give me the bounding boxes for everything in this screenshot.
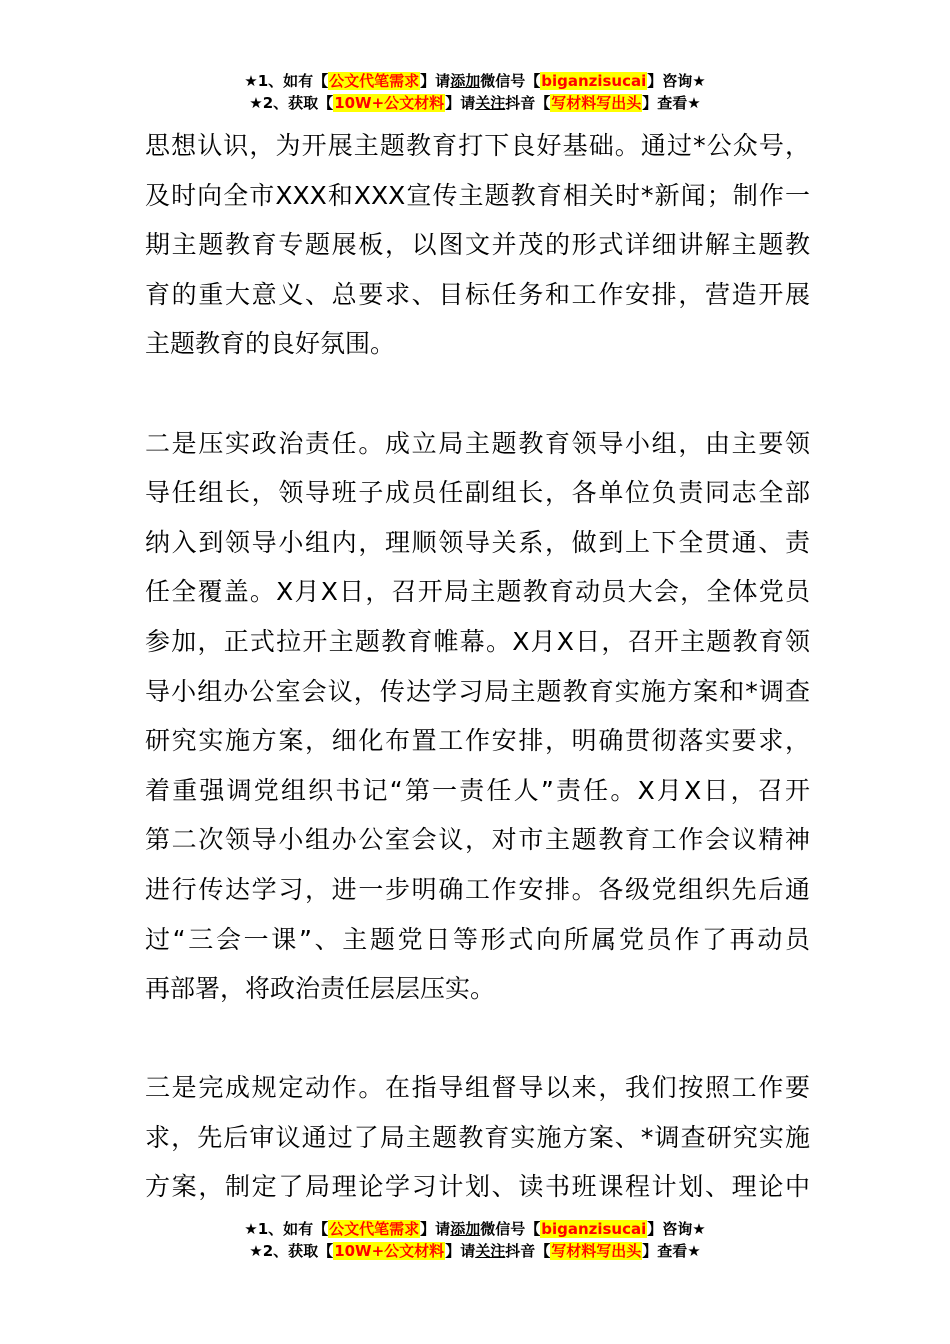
banner-highlight: 10W+公文材料	[334, 1242, 445, 1260]
text-line: 导任组长，领导班子成员任副组长，各单位负责同志全部	[145, 478, 810, 508]
text-line: 思想认识，为开展主题教育打下良好基础。通过*公众号，	[145, 131, 810, 160]
banner-text: 】咨询★	[647, 72, 706, 90]
banner-highlight: 公文代笔需求	[329, 72, 420, 90]
text-line: 主题教育的良好氛围。	[145, 329, 396, 359]
banner-text: ★1、如有【	[244, 1220, 329, 1238]
text-line: 及时向全市XXX和XXX宣传主题教育相关时*新闻；制作一	[145, 180, 810, 210]
banner-text: 】请	[420, 72, 451, 90]
text-line: 方案，制定了局理论学习计划、读书班课程计划、理论中	[145, 1172, 810, 1202]
header-banner-line-1	[0, 70, 950, 92]
banner-text: ★2、获取【	[249, 94, 334, 112]
text-line: 求，先后审议通过了局主题教育实施方案、*调查研究实施	[145, 1122, 810, 1152]
text-line: 导小组办公室会议，传达学习局主题教育实施方案和*调查	[145, 676, 810, 706]
banner-underlined-text: 关注	[475, 94, 506, 112]
banner-text: 】咨询★	[647, 1220, 706, 1238]
banner-highlight: biganzisucai	[541, 72, 647, 90]
header-banner-line-2	[0, 92, 950, 114]
text-line: 期主题教育专题展板，以图文并茂的形式详细讲解主题教	[145, 230, 810, 260]
footer-banner	[0, 1218, 950, 1262]
footer-banner-line-2	[0, 1240, 950, 1262]
banner-highlight: 写材料写出头	[551, 94, 642, 112]
footer-banner-line-1	[0, 1218, 950, 1240]
text-line: 着重强调党组织书记“第一责任人”责任。X月X日，召开	[145, 775, 810, 805]
banner-text: 】请	[420, 1220, 451, 1238]
banner-underlined-text: 关注	[475, 1242, 506, 1260]
text-line: 进行传达学习，进一步明确工作安排。各级党组织先后通	[145, 874, 810, 904]
banner-highlight: 10W+公文材料	[334, 94, 445, 112]
banner-highlight: 写材料写出头	[551, 1242, 642, 1260]
document-body	[145, 121, 810, 1212]
text-line: 再部署，将政治责任层层压实。	[145, 974, 496, 1004]
banner-text: 抖音【	[505, 94, 551, 112]
banner-underlined-text: 添加	[450, 72, 481, 90]
header-banner	[0, 70, 950, 114]
text-line: 纳入到领导小组内，理顺领导关系，做到上下全贯通、责	[145, 527, 810, 557]
banner-text: 微信号【	[480, 72, 541, 90]
paragraph-2	[145, 419, 810, 1014]
banner-underlined-text: 添加	[450, 1220, 481, 1238]
paragraph-1	[145, 121, 810, 369]
paragraph-3	[145, 1063, 810, 1212]
banner-text: 】查看★	[642, 1242, 701, 1260]
text-line: 任全覆盖。X月X日，召开局主题教育动员大会，全体党员	[145, 577, 810, 607]
text-line: 过“三会一课”、主题党日等形式向所属党员作了再动员	[145, 924, 810, 954]
text-line: 研究实施方案，细化布置工作安排，明确贯彻落实要求，	[145, 726, 810, 756]
text-line: 育的重大意义、总要求、目标任务和工作安排，营造开展	[145, 279, 810, 309]
text-line: 第二次领导小组办公室会议，对市主题教育工作会议精神	[145, 825, 810, 855]
text-line: 二是压实政治责任。成立局主题教育领导小组，由主要领	[145, 428, 810, 458]
banner-text: 抖音【	[505, 1242, 551, 1260]
banner-text: ★1、如有【	[244, 72, 329, 90]
banner-highlight: biganzisucai	[541, 1220, 647, 1238]
banner-text: 】查看★	[642, 94, 701, 112]
text-line: 参加，正式拉开主题教育帷幕。X月X日，召开主题教育领	[145, 626, 810, 656]
text-line: 三是完成规定动作。在指导组督导以来，我们按照工作要	[145, 1073, 810, 1103]
banner-text: 微信号【	[480, 1220, 541, 1238]
banner-text: 】请	[445, 94, 476, 112]
paragraph-gap	[145, 1014, 810, 1064]
banner-highlight: 公文代笔需求	[329, 1220, 420, 1238]
paragraph-gap	[145, 369, 810, 419]
banner-text: ★2、获取【	[249, 1242, 334, 1260]
banner-text: 】请	[445, 1242, 476, 1260]
